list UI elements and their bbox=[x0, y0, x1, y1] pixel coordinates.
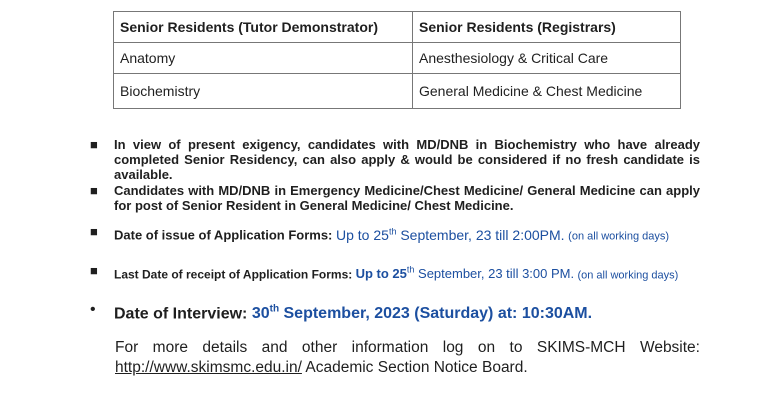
interview-value: 30th September, 2023 (Saturday) at: 10:30AM. bbox=[251, 303, 593, 323]
receipt-date-note: (on all working days) bbox=[577, 268, 679, 281]
table-row bbox=[114, 43, 681, 74]
posts-table bbox=[113, 11, 681, 109]
table-cell: General Medicine & Chest Medicine bbox=[413, 74, 681, 109]
table-cell: Anatomy bbox=[114, 43, 413, 74]
issue-date-value: Up to 25th September, 23 till 2:00PM. bbox=[336, 226, 565, 243]
table-header-cell: Senior Residents (Tutor Demonstrator) bbox=[114, 12, 413, 43]
bullet-receipt-date bbox=[90, 263, 700, 283]
website-link[interactable]: http://www.skimsmc.edu.in/ bbox=[115, 359, 302, 376]
issue-date-label: Date of issue of Application Forms: bbox=[114, 227, 333, 243]
interview-label: Date of Interview: bbox=[114, 305, 248, 323]
bullet-issue-date bbox=[90, 224, 700, 245]
table-row bbox=[114, 74, 681, 109]
bullet-marker: ■ bbox=[90, 183, 98, 198]
bullet-marker: ■ bbox=[90, 262, 98, 278]
bullet-eligibility bbox=[90, 183, 700, 213]
table-header-cell: Senior Residents (Registrars) bbox=[413, 12, 681, 43]
bullet-exigency bbox=[90, 137, 700, 182]
table-cell: Biochemistry bbox=[114, 74, 413, 109]
issue-date-note: (on all working days) bbox=[568, 230, 670, 243]
notice-board-text: Academic Section Notice Board. bbox=[301, 359, 528, 376]
table-cell: Anesthesiology & Critical Care bbox=[413, 43, 681, 74]
more-info-paragraph bbox=[115, 338, 700, 378]
notice-bullet-list bbox=[90, 137, 700, 323]
bullet-marker: ■ bbox=[90, 137, 98, 152]
bullet-marker: • bbox=[90, 300, 96, 318]
more-info-text: For more details and other information log on to SKIMS-MCH Website: bbox=[115, 339, 700, 356]
receipt-date-value: Up to 25th September, 23 till 3:00 PM. bbox=[355, 264, 575, 281]
bullet-interview-date bbox=[90, 301, 700, 323]
receipt-date-label: Last Date of receipt of Application Forms: bbox=[114, 266, 353, 281]
bullet-marker: ■ bbox=[90, 224, 98, 239]
table-header-row bbox=[114, 12, 681, 43]
bullet-text: Candidates with MD/DNB in Emergency Medicine/Chest Medicine/ General Medicine can apply for post of Senior Resident in General Medicine/ Chest Medicine. bbox=[114, 183, 700, 213]
bullet-text: In view of present exigency, candidates with MD/DNB in Biochemistry who have already completed Senior Residency, can also apply & would be considered if no fresh candidate is available. bbox=[114, 137, 700, 182]
